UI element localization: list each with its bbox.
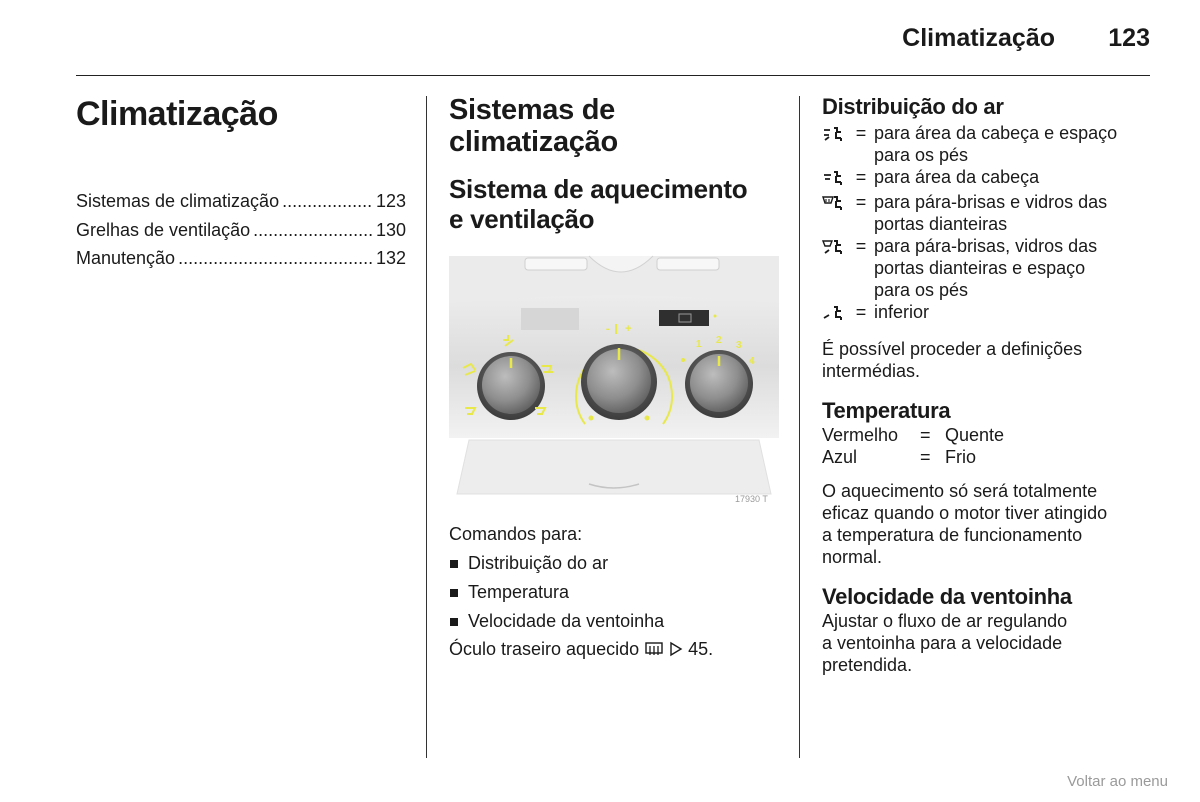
toc-page: 130 — [375, 219, 406, 240]
distribution-text: para área da cabeça — [874, 167, 1040, 187]
subsection-title — [449, 174, 779, 234]
settings-column — [822, 94, 1162, 676]
heating-system-column — [449, 94, 779, 660]
toc-entry-sistemas[interactable] — [76, 187, 406, 216]
table-of-contents — [76, 187, 406, 273]
feet-icon — [822, 305, 844, 321]
temp-plus-label: + — [625, 323, 632, 335]
toc-leader — [282, 187, 373, 216]
toc-label: Sistemas de climatização — [76, 191, 280, 211]
list-item: Distribuição do ar — [449, 549, 779, 578]
fan-speed-note: Ajustar o fluxo de ar regulando a ventoinha para a velocidade pretendida. — [822, 611, 1068, 675]
rear-window-line — [449, 638, 779, 660]
fan-speed-title: Velocidade da ventoinha — [822, 584, 1072, 609]
toc-leader — [178, 244, 373, 273]
list-item: Velocidade da ventoinha — [449, 607, 779, 636]
windscreen-feet-icon — [822, 239, 844, 255]
temperature-title: Temperatura — [822, 398, 951, 423]
list-item: = para pára-brisas e vidros das portas dianteiras — [822, 191, 1162, 235]
distribution-text: inferior — [874, 302, 930, 322]
commands-intro: Comandos para: — [449, 524, 583, 544]
rear-defrost-icon — [644, 641, 664, 657]
column-divider-1 — [426, 96, 427, 758]
list-item: Vermelho = Quente — [822, 425, 1005, 445]
temp-minus-label: - — [606, 323, 610, 335]
section-title-line1: Sistemas de — [449, 94, 615, 126]
header-rule — [76, 75, 1150, 76]
head-and-feet-icon — [822, 126, 844, 142]
toc-entry-manutencao[interactable] — [76, 244, 406, 273]
list-item: = para área da cabeça — [822, 166, 1162, 191]
toc-page: 123 — [375, 191, 406, 211]
toc-page: 132 — [375, 248, 406, 268]
commands-list — [449, 549, 779, 636]
climate-control-panel-illustration — [449, 248, 779, 506]
section-title-line2: climatização — [449, 126, 618, 158]
running-header-title: Climatização — [902, 24, 1055, 52]
figure-code: 17930 T — [735, 494, 768, 504]
fan-speed-3: 3 — [736, 340, 742, 351]
list-item: = inferior — [822, 301, 1162, 326]
distribution-title: Distribuição do ar — [822, 94, 1004, 119]
page-reference-arrow-icon — [669, 641, 683, 657]
list-item: Azul = Frio — [822, 447, 976, 467]
temperature-list — [822, 424, 1162, 468]
list-item: = para área da cabeça e espaço para os pés — [822, 122, 1162, 166]
rear-window-text: Óculo traseiro aquecido — [449, 639, 640, 659]
chapter-title: Climatização — [76, 95, 278, 133]
windscreen-icon — [822, 195, 844, 211]
fan-speed-4: 4 — [749, 356, 755, 367]
toc-label: Grelhas de ventilação — [76, 219, 251, 240]
fan-speed-2: 2 — [716, 335, 722, 346]
distribution-list — [822, 122, 1162, 326]
column-divider-2 — [799, 96, 800, 758]
chapter-column — [76, 94, 406, 273]
intermediate-note: É possível proceder a definições intermédias. — [822, 339, 1083, 381]
section-title — [449, 94, 779, 158]
toc-label: Manutenção — [76, 248, 176, 268]
subsection-title-line1: Sistema de aquecimento — [449, 174, 748, 204]
page-number: 123 — [1108, 24, 1150, 52]
rear-defrost-button-shape — [659, 310, 709, 326]
distribution-text: para pára-brisas e vidros das portas dianteiras — [874, 192, 1108, 234]
toc-leader — [253, 216, 373, 245]
heating-note: O aquecimento só será totalmente eficaz quando o motor tiver atingido a temperatura de funcionamento normal. — [822, 481, 1108, 567]
distribution-text: para área da cabeça e espaço para os pés — [874, 123, 1118, 165]
list-item: = para pára-brisas, vidros das portas dianteiras e espaço para os pés — [822, 235, 1162, 301]
subsection-title-line2: e ventilação — [449, 204, 595, 234]
back-to-menu-link[interactable]: Voltar ao menu — [1067, 773, 1168, 790]
fan-speed-1: 1 — [696, 339, 702, 350]
head-icon — [822, 170, 844, 186]
list-item: Temperatura — [449, 578, 779, 607]
distribution-text: para pára-brisas, vidros das portas dianteiras e espaço para os pés — [874, 236, 1098, 300]
rear-window-reference[interactable]: 45. — [688, 639, 714, 659]
toc-entry-grelhas[interactable] — [76, 216, 406, 245]
